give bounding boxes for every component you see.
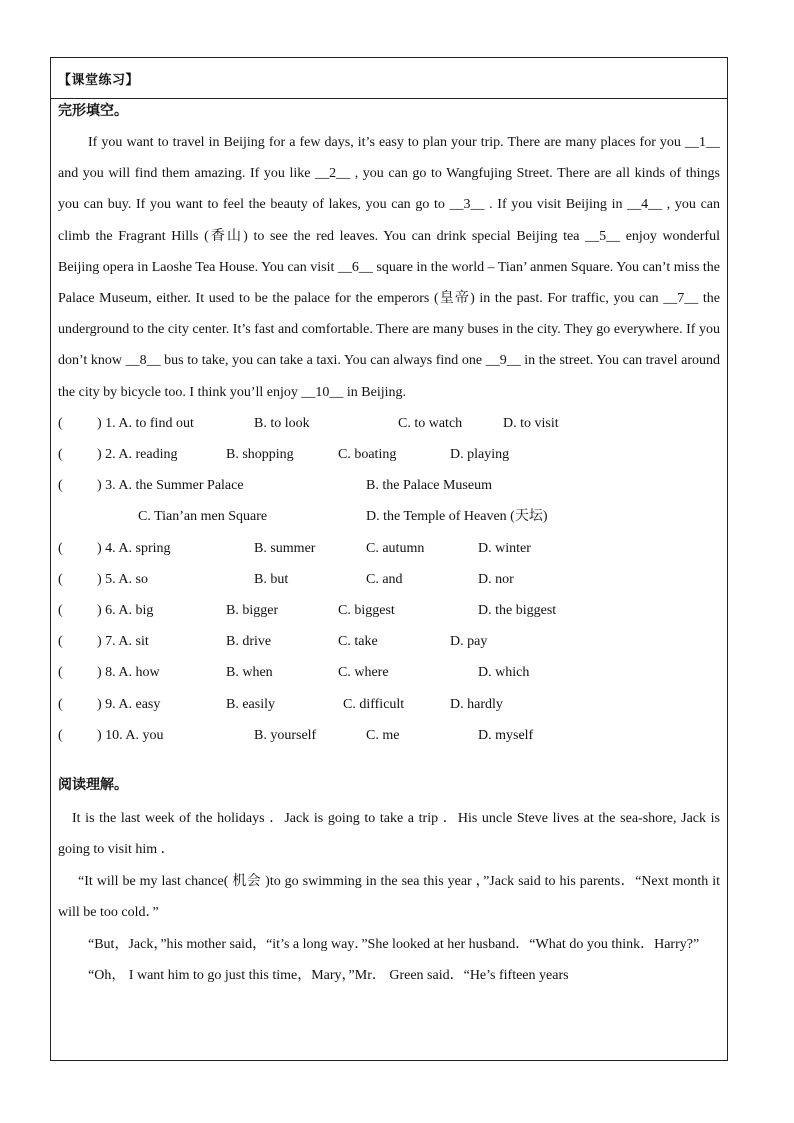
option-b: B. summer xyxy=(254,540,316,556)
option-c: C. difficult xyxy=(343,696,405,712)
answer-bracket: ( xyxy=(58,447,63,463)
cloze-passage xyxy=(58,127,720,408)
answer-bracket: ( xyxy=(58,634,63,650)
option-c: C. boating xyxy=(338,447,397,463)
option-row xyxy=(58,533,720,564)
answer-bracket: ( xyxy=(58,571,63,587)
content-area xyxy=(58,99,720,991)
option-b: B. but xyxy=(254,571,289,587)
option-c: C. Tian’an men Square xyxy=(138,509,268,525)
worksheet-frame xyxy=(50,57,728,1061)
option-row xyxy=(58,501,720,532)
cloze-paragraph: If you want to travel in Beijing for a few days, it’s easy to plan your trip. There are many places for you __1__ and you will find them amazing. If you like __2__ , you can go to Wangfujing Street. There are all kinds of things you can buy. If you want to feel the beauty of lakes, you can go to __3__ . If you visit Beijing in __4__ , you can climb the Fragrant Hills (香山) to see the red leaves. You can drink special Beijing tea __5__ enjoy wonderful Beijing opera in Laoshe Tea House. You can visit __6__ square in the world – Tian’ anmen Square. You can’t miss the Palace Museum, either. It used to be the palace for the emperors (皇帝) in the past. For traffic, you can __7__ the underground to the city center. It’s fast and comfortable. There are many buses in the city. They go everywhere. If you don’t know __8__ bus to take, you can take a taxi. You can always find one __9__ in the street. You can travel around the city by bicycle too. I think you’ll enjoy __10__ in Beijing. xyxy=(58,135,720,400)
reading-paragraph-4: “Oh， I want him to go just this time，Mary，”Mr． Green said．“He’s fifteen years xyxy=(88,967,569,983)
option-a: ) 8. A. how xyxy=(97,665,160,681)
option-b: B. easily xyxy=(226,696,275,712)
reading-paragraph-3: “But，Jack，”his mother said，“it’s a long way．”She looked at her husband．“What do you think．Harry?” xyxy=(88,936,700,952)
option-b: B. the Palace Museum xyxy=(366,478,492,494)
answer-bracket: ( xyxy=(58,540,63,556)
reading-passage xyxy=(58,803,720,991)
reading-paragraph-2: “It will be my last chance( 机会 )to go swimming in the sea this year ，”Jack said to his parents．“Next month it will be too cold．” xyxy=(58,873,720,921)
option-d: D. playing xyxy=(450,447,510,463)
option-row xyxy=(58,564,720,595)
option-c: C. and xyxy=(366,571,403,587)
option-d: D. pay xyxy=(450,634,488,650)
option-a: ) 3. A. the Summer Palace xyxy=(97,478,244,494)
option-b: B. bigger xyxy=(226,602,279,618)
option-row xyxy=(58,439,720,470)
option-a: ) 2. A. reading xyxy=(97,447,178,463)
option-c: C. me xyxy=(366,727,400,743)
option-b: B. drive xyxy=(226,634,272,650)
answer-bracket: ( xyxy=(58,415,63,431)
option-d: D. the biggest xyxy=(478,602,557,618)
option-row xyxy=(58,626,720,657)
option-d: D. winter xyxy=(478,540,531,556)
option-d: D. myself xyxy=(478,727,534,743)
option-a: ) 10. A. you xyxy=(97,727,164,743)
header-label: 【课堂练习】 xyxy=(58,73,140,88)
option-d: D. nor xyxy=(478,571,514,587)
answer-bracket: ( xyxy=(58,478,63,494)
option-d: D. the Temple of Heaven (天坛) xyxy=(366,509,548,525)
option-a: ) 6. A. big xyxy=(97,602,154,618)
option-a: ) 9. A. easy xyxy=(97,696,161,712)
option-b: B. when xyxy=(226,665,273,681)
option-d: D. which xyxy=(478,665,530,681)
option-c: C. to watch xyxy=(398,415,463,431)
option-b: B. shopping xyxy=(226,447,294,463)
option-c: C. where xyxy=(338,665,389,681)
answer-bracket: ( xyxy=(58,665,63,681)
option-c: C. biggest xyxy=(338,602,395,618)
option-a: ) 1. A. to find out xyxy=(97,415,194,431)
reading-title: 阅读理解。 xyxy=(58,776,128,793)
option-a: ) 4. A. spring xyxy=(97,540,171,556)
option-c: C. autumn xyxy=(366,540,425,556)
header-bar xyxy=(51,58,727,99)
cloze-title: 完形填空。 xyxy=(58,103,128,119)
option-row xyxy=(58,689,720,720)
option-d: D. to visit xyxy=(503,415,559,431)
option-row xyxy=(58,657,720,688)
option-row xyxy=(58,470,720,501)
option-b: B. to look xyxy=(254,415,310,431)
option-a: ) 5. A. so xyxy=(97,571,148,587)
option-d: D. hardly xyxy=(450,696,503,712)
reading-paragraph-1: It is the last week of the holidays ．Jack is going to take a trip ．His uncle Steve lives at the sea-shore, Jack is going to visit him ． xyxy=(58,810,720,858)
answer-bracket: ( xyxy=(58,696,63,712)
cloze-options xyxy=(58,408,720,751)
option-row xyxy=(58,595,720,626)
option-c: C. take xyxy=(338,634,378,650)
option-a: ) 7. A. sit xyxy=(97,634,149,650)
answer-bracket: ( xyxy=(58,727,63,743)
option-row xyxy=(58,720,720,751)
option-b: B. yourself xyxy=(254,727,317,743)
answer-bracket: ( xyxy=(58,602,63,618)
option-row xyxy=(58,408,720,439)
